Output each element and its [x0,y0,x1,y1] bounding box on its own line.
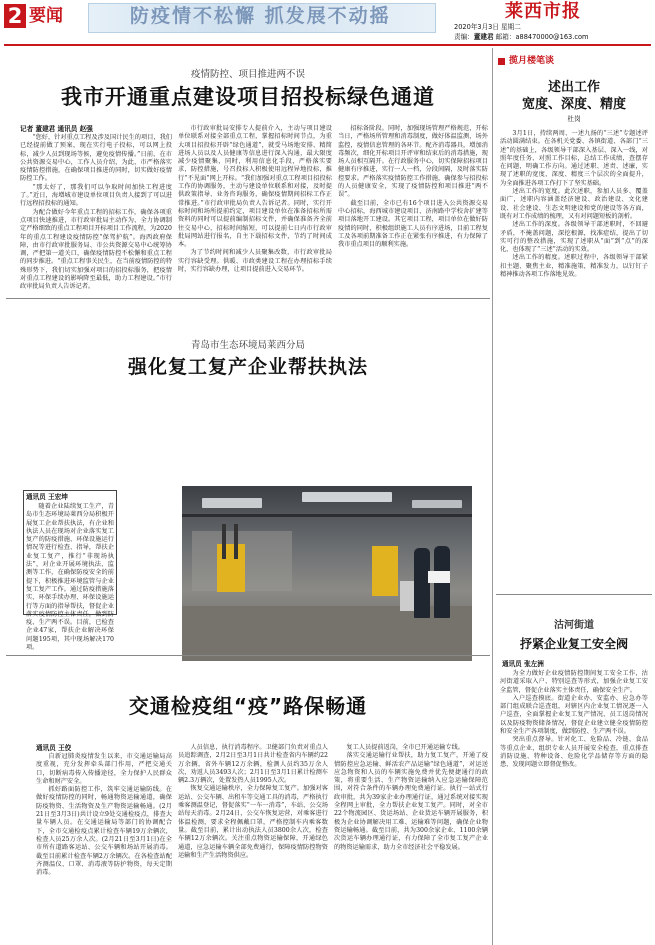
paragraph: 复工人员提前返岗，全市已开通运输专线。 [346,744,464,751]
byline-prefix: 记者 [20,125,36,133]
paragraph: “那太好了，那我们可以争取时间加快工程进度了。”近日，海增城市建设单位项目负责人接到了可以进行远程招投标的通知。 [20,183,172,208]
article2-column [26,503,114,652]
commentary-sidebar [496,52,652,592]
paragraph: 人员信息，执行消毒程序。卫健部门负责对重点人员追踪调查，2月2日至3月1日共计检查省内车辆约22万余辆，省外车辆12万余辆，检测人员约35万余人次，劝返人员3493人次；2月1日至3月1日累计检测车辆2.3万辆次，处置发热人员1995人次。 [178,744,328,785]
section-title: 要闻 [29,6,63,26]
tag-square-icon [498,58,505,65]
editor-name: 董建君 [473,33,494,41]
byline-prefix: 通讯员 [502,660,525,668]
sidebar2-body [500,670,648,942]
paragraph: 抓好路面防控工作，筑牢交通运输防线。在做好疫情防控的同时，畅通物资运输通道，确保防疫物资、生活物资及生产物资运输畅通。(2月21日至3月3日)共计设立9处交通检疫点，排查大量车辆人员。在交通运输局等部门的协调配合下，全市交通检疫点累计检查车辆19万余辆次，检查人员25万余人次。(2月21日至3月1日)在全市所有道路客运站、公交车辆和场站开展消毒。截至目前累计检查车辆2万余辆次。在各检查站配齐测温仪、口罩、消毒液等防护物资，每天定期消毒。 [36,786,172,877]
paragraph: 招标备阶段。同时，加强现场管理严格规范，开标当日，严格场所管理和消毒制度，做好体温监测，场外监控，疫情信息管理的各环节。配齐消毒器具，增加消毒频次，细化开标项目开评审和结束后的消毒措施，现场人员相互隔开。在行政服务中心，切实保障招标项目健康有序推进，实行一人一档，分段间隔，及时落实防控要求。严格落实疫情防控工作措施，确保参与招投标的人员健康安全，实现了疫情防控和项目推进“两不误”。 [338,125,488,199]
article3-column-2 [178,744,328,943]
byline-mid: 通讯员 [55,125,80,133]
section-divider [496,594,652,595]
paragraph: 为全力做好企业疫情防控期间复工安全工作，沽河街道采取入户、特别巡查等形式，加强企业复工安全监管，督促企业落实主体责任，确保安全生产。 [500,670,648,694]
article3-column-3 [334,744,488,943]
gujie-sidebar [496,598,652,943]
header-rule [4,44,651,46]
warehouse-inspection-photo [182,486,472,661]
page-number: 2 [4,4,26,28]
forklift [372,546,398,596]
paragraph: 市行政审批局安排专人提前介入，主动与项目建设单位联系对接全部重点工程，掌握招标时间节点，为重大项目招投标开辟“绿色通道”，就受马场地安排、精简进场人员以及人员健康等信息进行深入沟通，最大限度减少疫情聚集，同时，利用信息化手段，严格落实要求，防控措施，号召投标人积极使用远程异地投标，推行“不见面”网上开标。“我们加强对重点工程项目招投标工作的协调服务，主动与建设单位联系和对接，及时提供政策指导、业务咨询服务，确保疫情期间招标工作正常推进。”市行政审批局负责人告诉记者。同时，实行开标时间和场所提前约定，项目建设单位在准备招标所需资料的同时可以提前编制招标文件，并确保准备齐全前往交易中心，招标时间缩短，可以提前七日内市行政审批局网站进行报名，自主下载招标文件，节约了时间成本。 [178,125,332,249]
article1-kicker: 疫情防控、项目推进两不误 [190,69,305,80]
article1-headline: 我市开通重点建设项目招投标绿色通道 [61,85,435,109]
sidebar1-title-line1: 述出工作 [547,80,600,95]
article1-column-3 [338,125,488,296]
paragraph: 入户巡查摸底。街道企业办、安监办、应急办等部门组成联合巡查组，对辖区内企业复工情况逐一入户巡查，全面掌握企业复工复产情况、员工返岗情况以及防疫物资储备情况，督促企业建立健全疫情防控和安全生产各项制度，做到防控、生产两不误。 [500,694,648,736]
byline-name-2: 赵强 [79,125,93,133]
article2-kicker: 青岛市生态环境局莱西分局 [190,340,305,351]
article1-column-2 [178,125,332,296]
article1-byline [20,125,93,133]
paragraph: “您好，针对重点工程及涉及国计民生的项目，我们已经提前做了预案，现在实行电子投标，可以网上投标，减少人员到现场等候，避免疫情传播。”日前，在市公共资源交易中心，工作人员介绍，为此，市严格落实疫情防控措施，在确保项目推进的同时，切实做好疫情防控工作。 [20,134,172,183]
paragraph: 3月1日，持续两周、一述九扬的“三述”专题述评活动圆满结束。在各机关党委、各镇街道、各部门“三述”的基础上，各级领导干部深入基层、深入一线，对照年度任务、对照工作目标，总结工作成绩，查摆存在问题，明确工作方向。通过述职、述责、述廉，实现了述职的宽度、深度、精度三个层次的全面提升，为全面推进各项工作打下了坚实基础。 [500,130,648,187]
sidebar2-tag: 沽河街道 [554,620,594,631]
paragraph: 为了节约时间和减少人员聚集改数，市行政审批局实行容缺受理。供暖、市政类建设工程在办理招标手续时，实行容缺办理，让项目提前进入交易环节。 [178,249,332,274]
article-enterprise-assistance [6,300,490,660]
paragraph: 随着企业陆续复工生产，青岛市生态环境局莱西分局积极开展复工企业帮扶执法，有企业和执法人员在现场对企业落实复工复产的防疫措施、环保设施运行情况等进行检查、指导，帮扶企业复工复产，推行“非现场执法”，对企业开展环境执法、监测等工作，在确保防疫安全的前提下，积极推进环境监管与企业复工复产工作。通过防疫措施落实、环保手续办理、环保设施运行等方面的指导帮扶，督促企业落实疫情防控主体责任，做到防疫、生产两不误。目前，已检查企业47家，帮扶企业解决环保问题195项，其中现场解决170项。 [26,503,114,652]
editor-line [454,33,588,41]
article3-column-1 [36,753,172,943]
byline-prefix: 通讯员 [26,493,49,501]
paragraph: 述出工作的宽度。此次述职，参加人员多、覆盖面广，述职内容涵盖经济建设、政治建设、文化建设、社会建设、生态文明建设和党的建设等各方面，既有对工作成绩的梳理，又有对问题短板的剖析。 [500,188,648,220]
paragraph: 落实交通运输行业帮扶，助力复工复产，开通了疫情防控应急运输、鲜活农产品运输“绿色通道”，对运送应急物资和人员的车辆实施免费并优先便捷通行的政策，将重要生活、生产物资运输纳入应急运输保障范围，对符合条件的车辆办理免费通行证。执行一站式行政审批，共为39家企业办理通行证，通过系统对接实现全程网上审批，全力帮扶企业复工复产。同时，对全市22个物流园区、货运场站、企业货运车辆开展服务，积极为企业协调解决用工难、运输难等问题，确保企业物资运输畅通。截至目前，共为300余家企业、1100余辆次货运车辆办理通行证，有力保障了全市复工复产企业的物资运输需求，助力全市经济社会平稳发展。 [334,752,488,851]
article1-column-1 [20,134,172,296]
byline-prefix: 通讯员 [36,744,59,752]
article3-byline [36,744,71,752]
masthead-logo: 莱西市报 [505,1,581,22]
paragraph: 述出工作的精度。述职过程中，各级领导干部紧扣主题、聚焦主业，精准施策，精准发力，以钉钉子精神推动各项工作落地见效。 [500,254,648,279]
article2-byline [26,493,68,501]
sidebar2-byline [502,660,544,668]
inspector-figure [414,548,430,618]
section-divider [6,655,490,656]
paragraph: 为配合做好今年重点工程的招标工作，确保各项重点项目快速推进，市行政审批局主动作为、全力协调制定严格细致的重点工程项目开标项目工作流程，为2020年的重点工程建设疫情防控“保驾护航”。海西政府保障，由市行政审批服务局、市公共资源交易中心统筹协调，严把第一道关口，确保疫情防控不松懈和重点工程的同步推进。“重点工程事关民生，在当前疫情防控的特殊形势下，我们切实加强对项目的招投标服务，把疫情对重点工程建设的影响降至最低，助力工程建设。”市行政审批局负责人告诉记者。 [20,208,172,291]
sidebar1-body [500,130,648,592]
email-address: a88470000@163.com [515,33,589,41]
sidebar1-tag: 揽月楼笔谈 [509,56,555,66]
section-divider [6,298,490,299]
sidebar1-title-line2: 宽度、深度、精度 [521,97,626,112]
paragraph: 自新冠肺炎疫情发生以来，市交通运输局高度重视，充分发挥牵头部门作用，严把交通关口，切断病毒传入传播途径，全力保护人民群众生命和财产安全。 [36,753,172,785]
byline-name: 张左洲 [524,660,544,668]
sidebar1-author: 杜岗 [567,115,581,123]
article2-headline: 强化复工复产企业帮扶执法 [127,356,368,378]
article-investment-channel [6,48,490,296]
paragraph: 截至目前，全市已有16个项目进入公共资源交易中心招标，海西城市建设项目、济南路中学校舍扩建等项目落地开工建设。其它项目工程，项目单位在做好防疫情的同时，积极组织施工人员有序进场，目前工程复工及各项前期准备工作正在紧张有序推进，有力保障了我市重点项目的顺利实施。 [338,199,488,249]
byline-name: 王佼 [58,744,72,752]
byline-name: 王宏坤 [48,493,68,501]
email-prefix: 邮箱： [495,33,516,41]
paragraph: 述出工作的深度。各级领导干部述职时，不回避矛盾，不掩盖问题，深挖根源，找准症结，提出了切实可行的整改措施，实现了述职从“面”到“点”的深化，也体现了“三述”活动的实效。 [500,221,648,254]
editor-prefix: 责编： [454,33,474,41]
paragraph: 突出重点督导。针对化工、危险品、冷链、食品等重点企业，组织专业人员开展安全检查，重点排查消防设施、特种设备、危险化学品储存等方面的隐患，发现问题立即督促整改。 [500,736,648,769]
sidebar2-title: 抒紧企业复工安全阀 [519,637,628,651]
banner-slogan: 防疫情不松懈 抓发展不动摇 [130,5,391,27]
column-divider [492,48,493,945]
article-transport-quarantine [6,660,490,945]
article3-headline: 交通检疫组“疫”路保畅通 [128,694,368,718]
issue-date: 2020年3月3日 星期二 [454,23,521,31]
byline-name: 董建君 [35,125,56,133]
paragraph: 恢复交通运输秩序，全力保障复工复产。加强对客运站、公交车辆、出租车等交通工具的消毒，严格执行乘客测温登记，督促落实“一车一消毒”，车站、公交场站每天消毒。2月24日，公交车恢复运营，对乘客进行体温检测，要求全程佩戴口罩，严格控制车内乘客数量。截至目前，累计出动执法人员3800余人次，检查车辆12万余辆次。关注重点物资运输保障，开通绿色通道，应急运输车辆全部免费通行，保障疫情防控物资运输和生产生活物资供应。 [178,785,328,859]
